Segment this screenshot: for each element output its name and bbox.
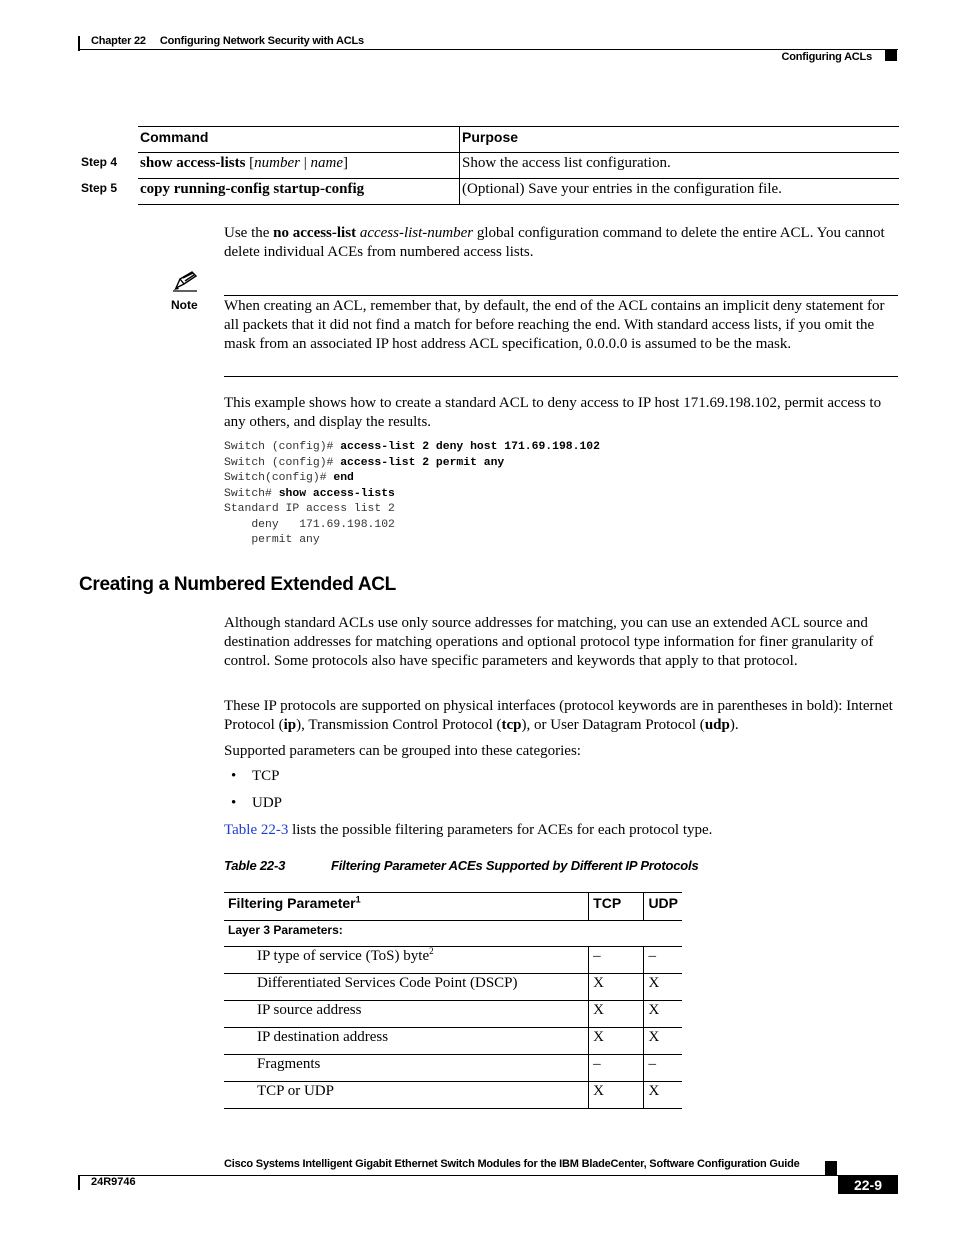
code-output: Standard IP access list 2 — [224, 503, 395, 515]
parameter-cell — [224, 947, 589, 974]
code-prompt: Switch# — [224, 487, 279, 500]
code-line — [224, 533, 600, 549]
step-label: Step 5 — [81, 181, 118, 195]
table-row — [224, 974, 682, 1001]
paragraph-delete-acl — [224, 224, 898, 262]
table-row — [224, 947, 682, 974]
parameter-cell: TCP or UDP — [224, 1082, 589, 1109]
udp-cell: – — [644, 1055, 682, 1082]
code-line — [224, 502, 600, 518]
footer-marker-block — [825, 1161, 837, 1175]
parameter-text: IP type of service (ToS) byte — [257, 948, 430, 964]
column-header-tcp: TCP — [589, 893, 644, 921]
udp-cell: X — [644, 974, 682, 1001]
command-text: ] — [343, 155, 349, 171]
code-command: end — [333, 472, 354, 484]
tcp-cell: X — [589, 1082, 644, 1109]
running-header-section: Configuring ACLs — [781, 51, 872, 63]
list-item: TCP — [252, 768, 280, 784]
header-marker-block — [885, 50, 897, 61]
table-caption — [224, 858, 699, 873]
table-title: Filtering Parameter ACEs Supported by Different IP Protocols — [331, 858, 699, 873]
udp-cell: X — [644, 1028, 682, 1055]
tcp-cell: X — [589, 1001, 644, 1028]
table-header-row — [138, 127, 899, 153]
tcp-cell: X — [589, 1028, 644, 1055]
paragraph-table-reference — [224, 821, 898, 840]
filtering-parameters-table — [224, 892, 682, 1109]
chapter-number: Chapter 22 — [91, 35, 146, 47]
text: ). — [729, 717, 739, 733]
command-keyword: copy running-config startup-config — [140, 181, 365, 197]
table-row — [224, 1028, 682, 1055]
text: ), Transmission Control Protocol ( — [296, 717, 502, 733]
footer-rule-vertical — [78, 1175, 80, 1190]
code-line — [224, 456, 600, 472]
command-argument: access-list-number — [359, 225, 474, 241]
note-label: Note — [171, 298, 198, 312]
code-line — [224, 518, 600, 534]
command-keyword: show access-lists — [140, 155, 246, 171]
column-header-purpose: Purpose — [460, 127, 900, 153]
tcp-cell: – — [589, 1055, 644, 1082]
protocol-keyword: udp — [704, 717, 730, 733]
code-prompt: Switch (config)# — [224, 456, 341, 469]
paragraph-categories: Supported parameters can be grouped into these categories: — [224, 743, 581, 759]
note-pencil-icon — [172, 270, 198, 292]
step-label: Step 4 — [81, 155, 118, 169]
paragraph-example: This example shows how to create a standard ACL to deny access to IP host 171.69.198.102, permit access to any others, and display the results. — [224, 395, 882, 430]
command-keyword: no access-list — [273, 225, 357, 241]
parameter-cell: IP source address — [224, 1001, 589, 1028]
table-subheader-row — [224, 921, 682, 947]
table-header-row — [224, 893, 682, 921]
code-example — [224, 440, 600, 549]
protocol-keyword: tcp — [501, 717, 522, 733]
note-top-rule — [224, 295, 898, 296]
text: ), or User Datagram Protocol ( — [521, 717, 705, 733]
note-text: When creating an ACL, remember that, by default, the end of the ACL contains an implicit deny statement for all packets that it did not find a match for before reaching the end. With standard access lists, if you omit the mask from an associated IP host address ACL specification, 0.0.0.0 is assumed to be the mask. — [224, 298, 885, 352]
code-output: deny 171.69.198.102 — [224, 518, 395, 531]
tcp-cell: X — [589, 974, 644, 1001]
udp-cell: X — [644, 1082, 682, 1109]
code-line — [224, 471, 600, 487]
command-text: [ — [245, 155, 255, 171]
code-prompt: Switch (config)# — [224, 441, 341, 453]
udp-cell: X — [644, 1001, 682, 1028]
footer-book-title: Cisco Systems Intelligent Gigabit Ethernet Switch Modules for the IBM BladeCenter, Software Configuration Guide — [224, 1158, 800, 1170]
table-row — [224, 1055, 682, 1082]
table-row — [138, 179, 899, 205]
protocol-keyword: ip — [283, 717, 297, 733]
code-command: access-list 2 deny host 171.69.198.102 — [340, 441, 600, 453]
section-heading: Creating a Numbered Extended ACL — [79, 574, 396, 595]
table-number: Table 22-3 — [224, 858, 286, 873]
table-link[interactable]: Table 22-3 — [224, 822, 289, 838]
bullet-icon: • — [231, 795, 237, 811]
command-table — [138, 126, 899, 205]
subheader-cell: Layer 3 Parameters: — [224, 921, 682, 947]
parameter-cell: IP destination address — [224, 1028, 589, 1055]
header-text: Filtering Parameter — [228, 895, 356, 911]
note-bottom-rule — [224, 376, 898, 377]
column-header-parameter — [224, 893, 589, 921]
udp-cell: – — [644, 947, 682, 974]
purpose-cell: Show the access list configuration. — [460, 153, 900, 179]
command-text: | — [300, 155, 311, 171]
text: These IP protocols are supported on physical interfaces (protocol keywords are in parentheses in bold): Internet Protocol ( — [224, 698, 893, 733]
command-cell — [138, 179, 460, 205]
command-argument: name — [310, 155, 344, 171]
running-header-chapter — [91, 35, 364, 47]
bullet-icon: • — [231, 768, 237, 784]
header-rule — [78, 49, 898, 50]
tcp-cell: – — [589, 947, 644, 974]
code-command: access-list 2 permit any — [340, 456, 505, 469]
code-line — [224, 487, 600, 503]
column-header-command: Command — [138, 127, 460, 153]
command-cell — [138, 153, 460, 179]
command-argument: number — [254, 155, 300, 171]
purpose-cell: (Optional) Save your entries in the configuration file. — [460, 179, 900, 205]
footer-document-id: 24R9746 — [91, 1176, 136, 1188]
table-row — [224, 1082, 682, 1109]
code-command: show access-lists — [278, 487, 395, 500]
chapter-title: Configuring Network Security with ACLs — [159, 35, 364, 47]
text: global configuration command to delete the entire ACL. You cannot delete individual ACEs from numbered access lists. — [224, 225, 885, 260]
code-prompt: Switch(config)# — [224, 472, 334, 484]
code-line — [224, 440, 600, 456]
footer-rule — [78, 1175, 838, 1176]
parameter-cell: Fragments — [224, 1055, 589, 1082]
footnote-marker: 2 — [429, 946, 434, 956]
code-output: permit any — [224, 534, 320, 546]
list-item: UDP — [252, 795, 283, 811]
paragraph-extended-acl: Although standard ACLs use only source addresses for matching, you can use an extended ACL source and destination addresses for matching operations and optional protocol type information for finer granularity of control. Some protocols also have specific parameters and keywords that apply to that protocol. — [224, 615, 874, 669]
table-row — [224, 1001, 682, 1028]
paragraph-protocols — [224, 697, 898, 735]
text: lists the possible filtering parameters for ACEs for each protocol type. — [288, 822, 713, 838]
parameter-cell: Differentiated Services Code Point (DSCP) — [224, 974, 589, 1001]
text: Use the — [224, 225, 274, 241]
table-row — [138, 153, 899, 179]
column-header-udp: UDP — [644, 893, 682, 921]
page-number: 22-9 — [838, 1175, 898, 1194]
footnote-marker: 1 — [355, 894, 361, 905]
